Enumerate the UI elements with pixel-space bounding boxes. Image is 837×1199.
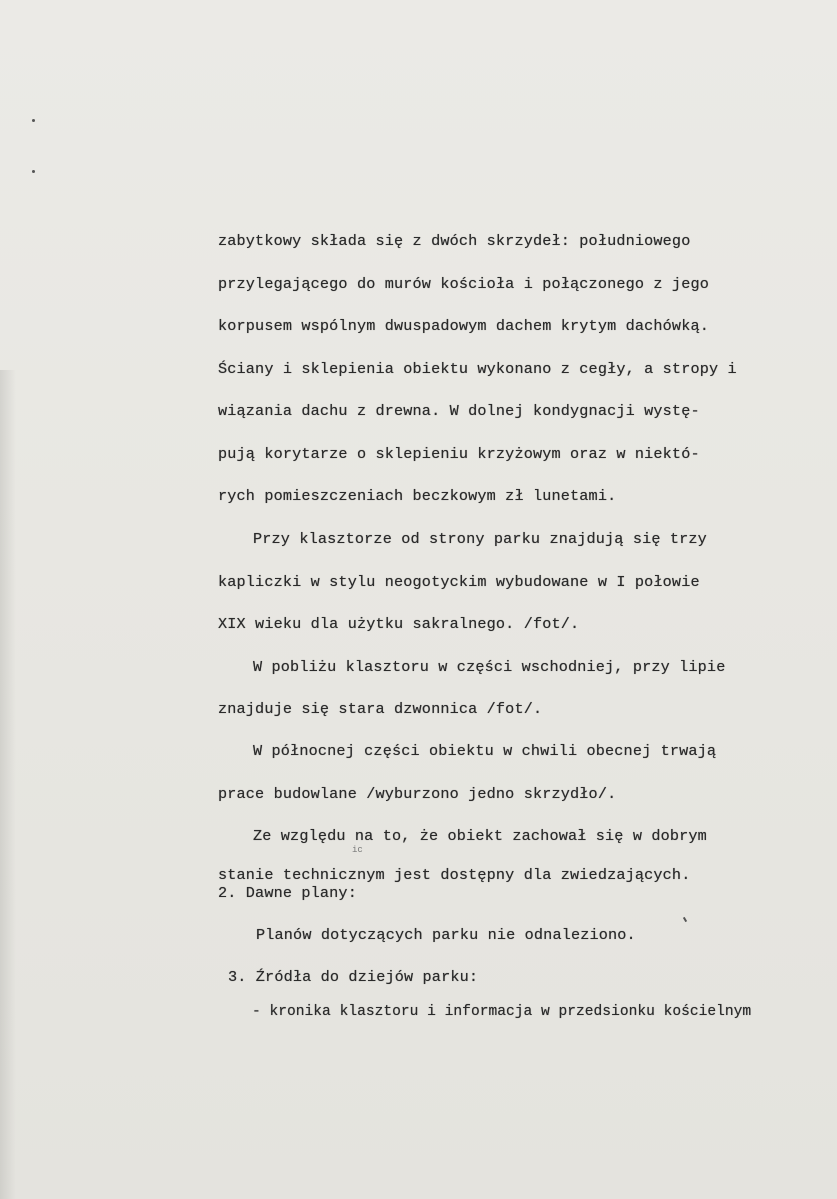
stray-tick (683, 917, 687, 922)
punch-mark (32, 170, 35, 173)
text-line: przylegającego do murów kościoła i połączonego z jego (218, 275, 709, 293)
text-line: Planów dotyczących parku nie odnaleziono. (256, 926, 636, 944)
text-line: Ze względu na to, że obiekt zachował się w dobrym (253, 827, 707, 845)
text-line: - kronika klasztoru i informacja w przedsionku kościelnym (252, 1004, 752, 1020)
heading-dawne-plany: 2. Dawne plany: (218, 884, 357, 902)
text-line: prace budowlane /wyburzono jedno skrzydło/. (218, 785, 617, 803)
text-line: Ściany i sklepienia obiektu wykonano z cegły, a stropy i (218, 360, 737, 378)
text-line: W pobliżu klasztoru w części wschodniej, przy lipie (253, 658, 726, 676)
page-edge-shadow (0, 370, 16, 1199)
heading-zrodla: 3. Źródła do dziejów parku: (228, 968, 479, 986)
text-line: XIX wieku dla użytku sakralnego. /fot/. (218, 615, 580, 633)
text-line: stanie technicznym jest dostępny dla zwiedzających. (218, 866, 691, 884)
text-line: zabytkowy składa się z dwóch skrzydeł: południowego (218, 232, 691, 250)
text-line: Przy klasztorze od strony parku znajdują się trzy (253, 530, 707, 548)
text-line: wiązania dachu z drewna. W dolnej kondygnacji wystę- (218, 402, 700, 420)
text-line: znajduje się stara dzwonnica /fot/. (218, 700, 543, 718)
text-line: W północnej części obiektu w chwili obecnej trwają (253, 742, 717, 760)
text-line: kapliczki w stylu neogotyckim wybudowane w I połowie (218, 573, 700, 591)
text-line: korpusem wspólnym dwuspadowym dachem krytym dachówką. (218, 317, 709, 335)
text-line: pują korytarze o sklepieniu krzyżowym oraz w niektó- (218, 445, 700, 463)
punch-mark (32, 119, 35, 122)
text-line: rych pomieszczeniach beczkowym zł lunetami. (218, 487, 617, 505)
stray-mark: ic (352, 845, 363, 855)
